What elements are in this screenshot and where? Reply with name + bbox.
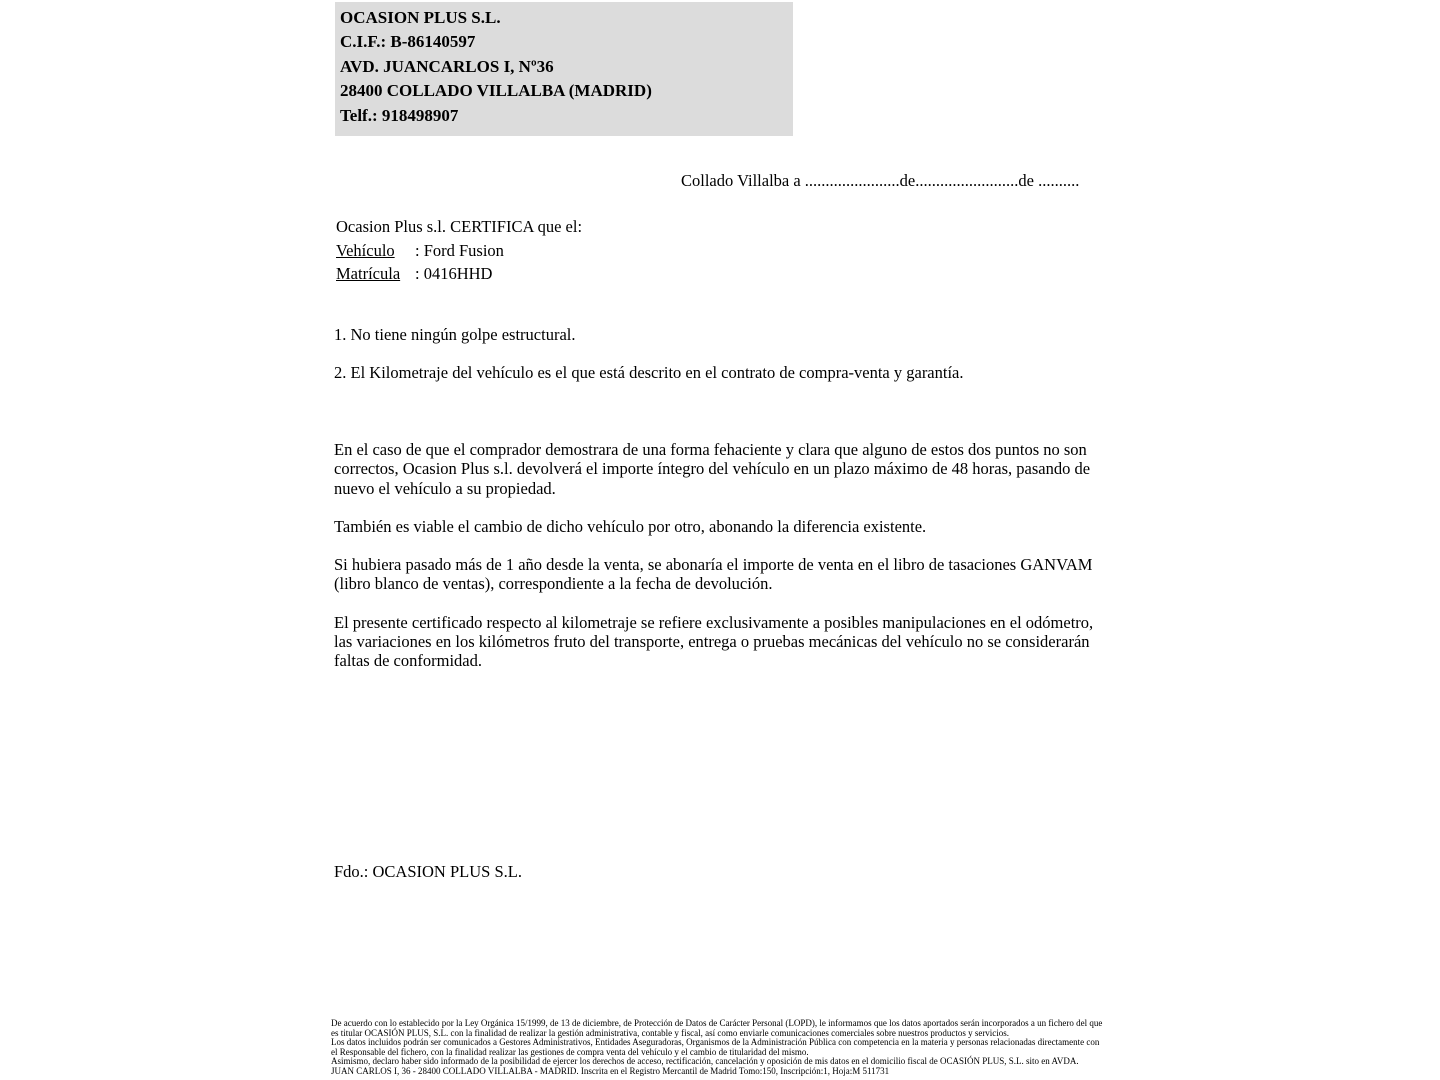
vehicle-value: : Ford Fusion <box>415 240 504 260</box>
vehicle-row <box>336 239 582 263</box>
point-2: 2. El Kilometraje del vehículo es el que está descrito en el contrato de compra-venta y garantía. <box>334 363 964 383</box>
legal-paragraph-1: De acuerdo con lo establecido por la Ley Orgánica 15/1999, de 13 de diciembre, de Protección de Datos de Carácter Personal (LOPD), le informamos que los datos aportados serán incorporados a un fichero del que es titular OCASIÓN PLUS, S.L. con la finalidad de realizar la gestión administrativa, contable y fiscal, así como enviarle comunicaciones comerciales sobre nuestros productos y servicios. <box>331 1018 1103 1038</box>
plate-row <box>336 262 582 286</box>
signature-line: Fdo.: OCASION PLUS S.L. <box>334 862 522 881</box>
legal-paragraph-3: Asimismo, declaro haber sido informado de la posibilidad de ejercer los derechos de acceso, rectificación, cancelación y oposición de mis datos en el domicilio fiscal de OCASIÓN PLUS, S.L. sito en AVDA. JUAN CARLOS I, 36 - 28400 COLLADO VILLALBA - MADRID. Inscrita en el Registro Mercantil de Madrid Tomo:150, Inscripción:1, Hoja:M 511731 <box>331 1056 1079 1076</box>
letterhead <box>335 2 793 136</box>
company-city: 28400 COLLADO VILLALBA (MADRID) <box>340 81 652 101</box>
paragraph-ganvam: Si hubiera pasado más de 1 año desde la venta, se abonaría el importe de venta en el libro de tasaciones GANVAM (libro blanco de ventas), correspondiente a la fecha de devolución. <box>334 555 1093 594</box>
point-1: 1. No tiene ningún golpe estructural. <box>334 325 576 344</box>
legal-footer <box>331 1019 1103 1077</box>
plate-value: : 0416HHD <box>415 264 493 283</box>
company-address: AVD. JUANCARLOS I, Nº36 <box>340 56 554 76</box>
company-cif: C.I.F.: B-86140597 <box>340 32 476 52</box>
date-line: Collado Villalba a .......................de.........................de .......... <box>681 171 1080 190</box>
points-block <box>334 325 1100 402</box>
paragraph-odometer: El presente certificado respecto al kilometraje se refiere exclusivamente a posibles manipulaciones en el odómetro, las variaciones en los kilómetros fruto del transporte, entrega o pruebas mecánicas del vehículo no se considerarán faltas de conformidad. <box>334 612 1094 671</box>
vehicle-label: Vehículo <box>336 240 395 260</box>
certify-intro: Ocasion Plus s.l. CERTIFICA que el: <box>336 217 583 236</box>
certify-block <box>336 215 582 286</box>
body-block <box>334 440 1102 690</box>
company-name: OCASION PLUS S.L. <box>340 8 501 27</box>
company-phone: Telf.: 918498907 <box>340 105 459 125</box>
plate-label: Matrícula <box>336 264 401 283</box>
legal-paragraph-2: Los datos incluidos podrán ser comunicados a Gestores Administrativos, Entidades Aseguradoras, Organismos de la Administración Pública con competencia en la materia y personas relacionadas directamente con el Responsable del fichero, con la finalidad realizar las gestiones de compra venta del vehículo y el cambio de titularidad del mismo. <box>331 1037 1100 1057</box>
paragraph-refund: En el caso de que el comprador demostrara de una forma fehaciente y clara que alguno de estos dos puntos no son correctos, Ocasion Plus s.l. devolverá el importe íntegro del vehículo en un plazo máximo de 48 horas, pasando de nuevo el vehículo a su propiedad. <box>334 440 1091 498</box>
paragraph-exchange: También es viable el cambio de dicho vehículo por otro, abonando la diferencia existente. <box>334 516 927 536</box>
